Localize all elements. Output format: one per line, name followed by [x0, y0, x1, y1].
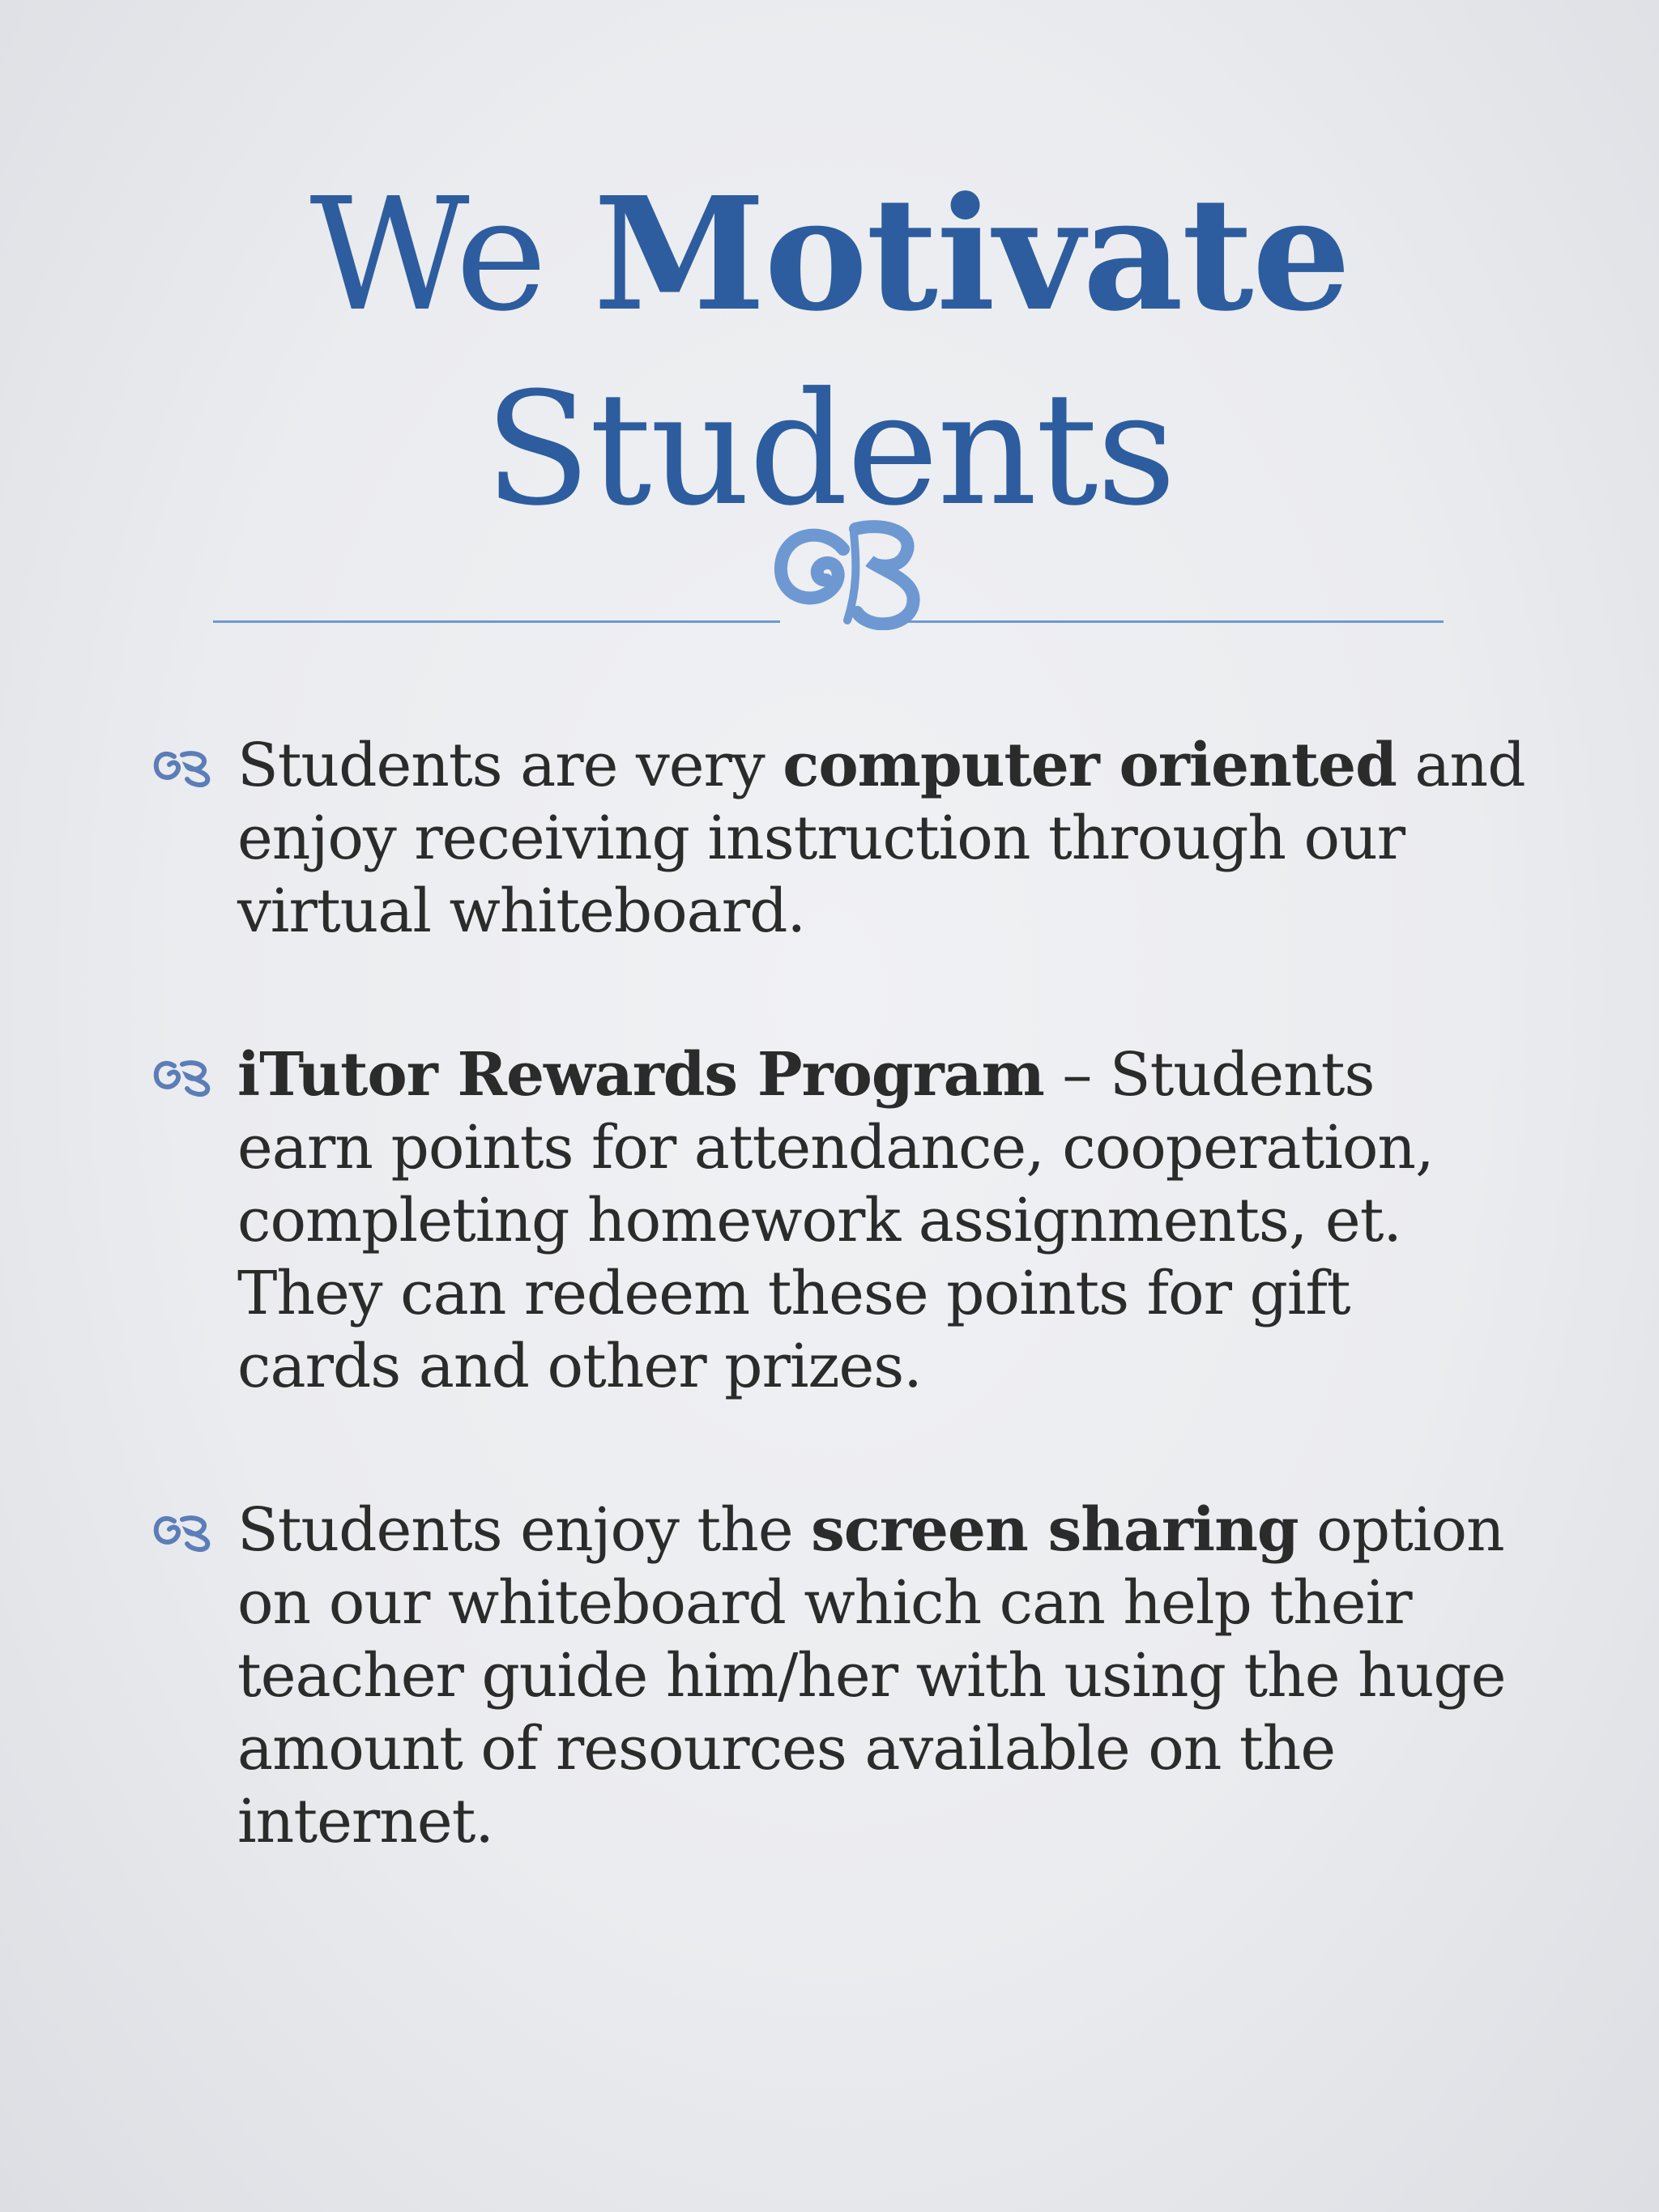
divider-left-line — [213, 620, 780, 623]
bullet-text-after: – Students earn points for attendance, cooperation, completing homework assignments, et. They can redeem these points for gift cards and other prizes. — [237, 1040, 1434, 1401]
scroll-flourish-bullet-icon — [150, 1511, 215, 1552]
bullet-text-bold: iTutor Rewards Program — [237, 1040, 1044, 1110]
bullet-text-after: option on our whiteboard which can help their teacher guide him/her with using the huge amount of resources available on the internet. — [237, 1495, 1506, 1856]
bullet-text-bold: screen sharing — [811, 1495, 1299, 1565]
scroll-flourish-bullet-icon — [150, 747, 215, 787]
bullet-text-before: Students are very — [237, 731, 783, 800]
bullet-item — [150, 729, 1527, 948]
bullet-item — [150, 1494, 1527, 1858]
flourish-ornament-icon — [766, 517, 936, 630]
bullet-text-bold: computer oriented — [783, 731, 1397, 800]
bullet-text-after: and enjoy receiving instruction through our virtual whiteboard. — [237, 731, 1525, 946]
bullet-text-before: Students enjoy the — [237, 1495, 812, 1565]
slide-title — [0, 158, 1659, 548]
bullet-list — [150, 729, 1527, 1949]
title-line2: Students — [484, 360, 1175, 540]
scroll-flourish-bullet-icon — [150, 1056, 215, 1097]
divider-right-line — [876, 620, 1444, 623]
title-bold-word: Motivate — [593, 164, 1350, 346]
bullet-item — [150, 1038, 1527, 1403]
title-prefix: We — [309, 165, 594, 346]
